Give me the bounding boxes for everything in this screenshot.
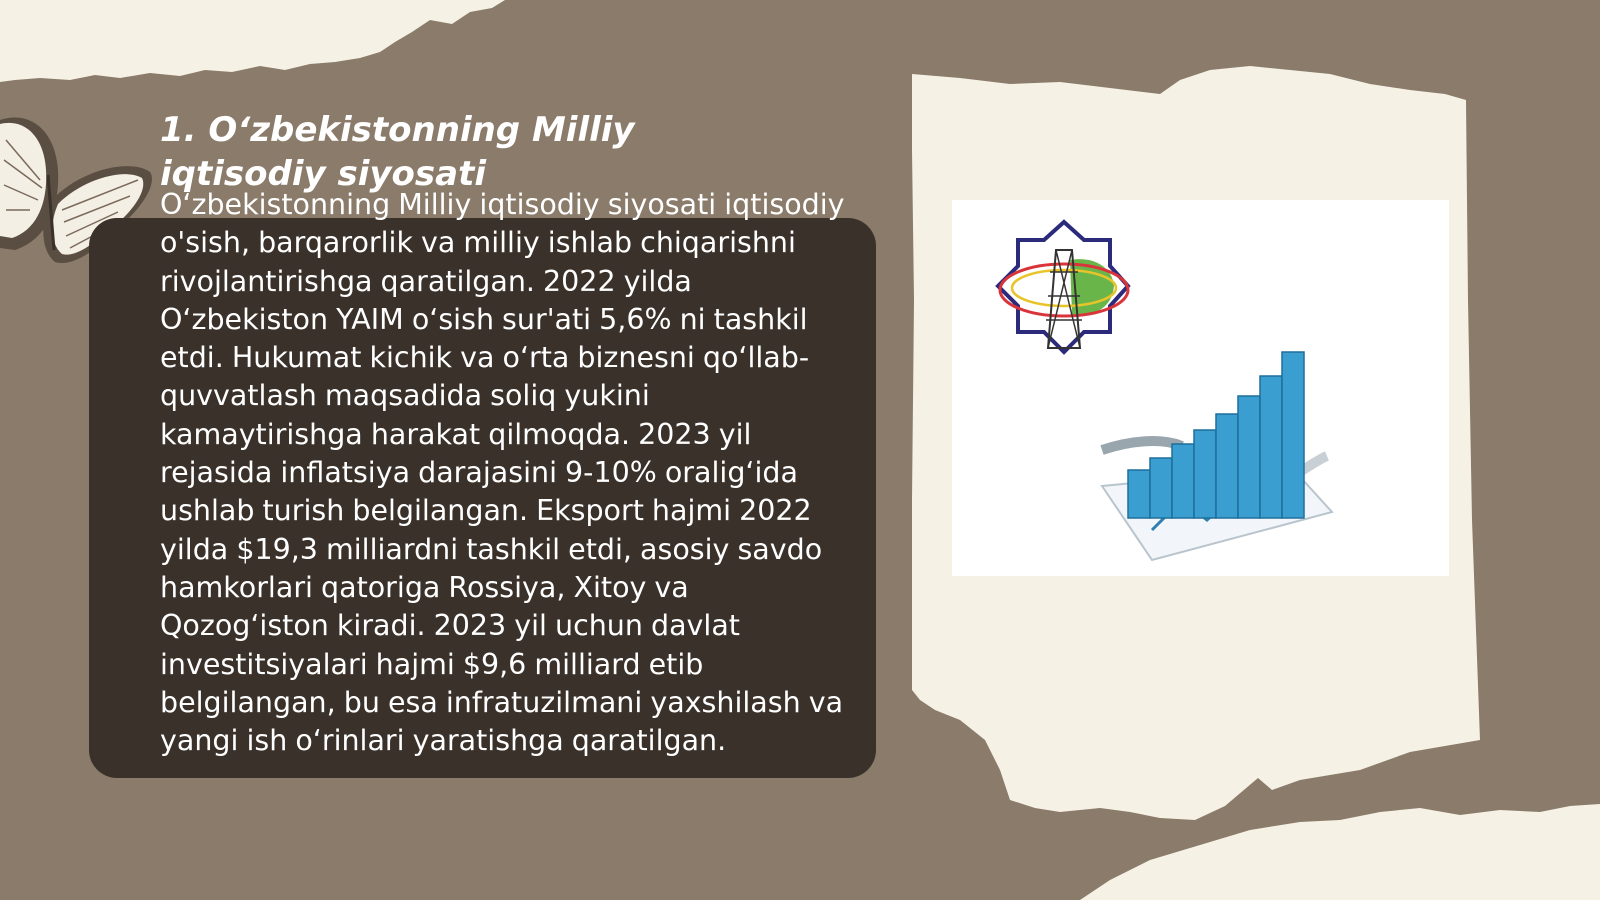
illustration-graphic <box>952 200 1449 576</box>
slide-title: 1. O‘zbekistonning Milliy iqtisodiy siyosati <box>160 110 635 194</box>
power-tower-star-emblem-icon <box>998 222 1128 352</box>
growth-bar-chart-illustration <box>1128 352 1304 518</box>
body-text: O‘zbekistonning Milliy iqtisodiy siyosati iqtisodiy o'sish, barqarorlik va milliy ishlab chiqarishni rivojlantirishga qaratilgan. 2022 yilda O‘zbekiston YAIM o‘sish sur'ati 5,6% ni tashkil etdi. Hukumat kichik va o‘rta biznesni qo‘llab-quvvatlash maqsadida soliq yukini kamaytirishga harakat qilmoqda. 2023 yil rejasida inflatsiya darajasini 9-10% oralig‘ida ushlab turish belgilangan. Eksport hajmi 2022 yilda $19,3 milliardni tashkil etdi, asosiy savdo hamkorlari qatoriga Rossiya, Xitoy va Qozog‘iston kiradi. 2023 yil uchun davlat investitsiyalari hajmi $9,6 milliard etib belgilangan, bu esa infratuzilmani yaxshilash va yangi ish o‘rinlari yaratishga qaratilgan. <box>160 188 845 758</box>
illustration-frame <box>952 200 1449 576</box>
